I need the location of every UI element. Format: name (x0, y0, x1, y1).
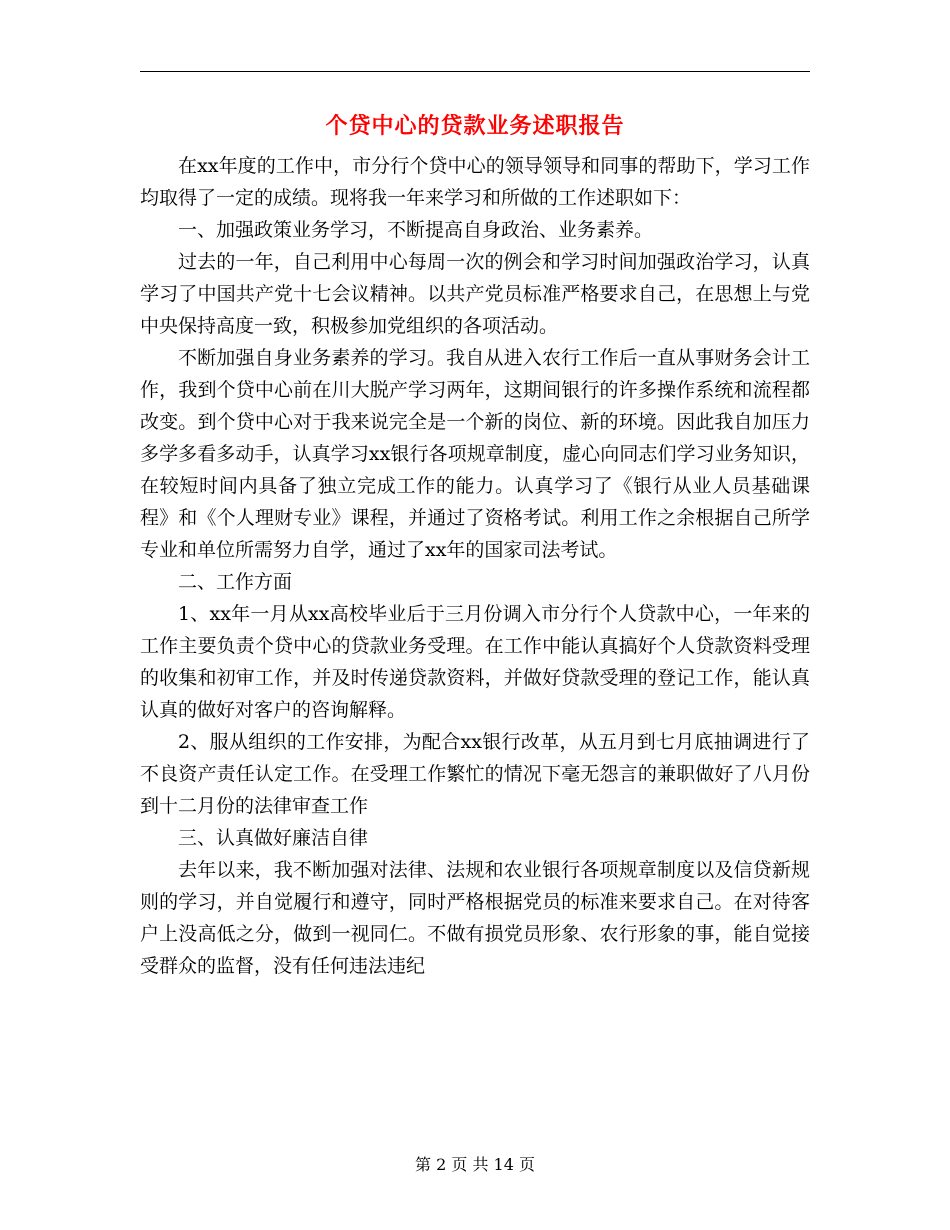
paragraph-work-2: 2、服从组织的工作安排，为配合xx银行改革，从五月到七月底抽调进行了不良资产责任认定工作。在受理工作繁忙的情况下毫无怨言的兼职做好了八月份到十二月份的法律审查工作 (140, 731, 810, 817)
paragraph-integrity: 去年以来，我不断加强对法律、法规和农业银行各项规章制度以及信贷新规则的学习，并自觉履行和遵守，同时严格根据党员的标准来要求自己。在对待客户上没高低之分，做到一视同仁。不做有损党员形象、农行形象的事，能自觉接受群众的监督，没有任何违法违纪 (140, 859, 810, 977)
section-heading-3: 三、认真做好廉洁自律 (178, 827, 369, 849)
paragraph-political-study: 过去的一年，自己利用中心每周一次的例会和学习时间加强政治学习，认真学习了中国共产党十七会议精神。以共产党员标准严格要求自己，在思想上与党中央保持高度一致，积极参加党组织的各项活动。 (140, 251, 810, 337)
document-body (140, 150, 810, 982)
header-rule (140, 71, 810, 72)
section-heading-1: 一、加强政策业务学习，不断提高自身政治、业务素养。 (178, 219, 654, 241)
page-number: 第 2 页 共 14 页 (415, 1155, 535, 1174)
page-footer (140, 1153, 810, 1177)
paragraph-professional-study: 不断加强自身业务素养的学习。我自从进入农行工作后一直从事财务会计工作，我到个贷中心前在川大脱产学习两年，这期间银行的许多操作系统和流程都改变。到个贷中心对于我来说完全是一个新的岗位、新的环境。因此我自加压力多学多看多动手，认真学习xx银行各项规章制度，虚心向同志们学习业务知识，在较短时间内具备了独立完成工作的能力。认真学习了《银行从业人员基础课程》和《个人理财专业》课程，并通过了资格考试。利用工作之余根据自己所学专业和单位所需努力自学，通过了xx年的国家司法考试。 (140, 347, 810, 561)
document-title: 个贷中心的贷款业务述职报告 (325, 113, 625, 139)
paragraph-intro: 在xx年度的工作中，市分行个贷中心的领导领导和同事的帮助下，学习工作均取得了一定的成绩。现将我一年来学习和所做的工作述职如下： (140, 155, 810, 209)
section-heading-2: 二、工作方面 (178, 571, 293, 593)
paragraph-work-1: 1、xx年一月从xx高校毕业后于三月份调入市分行个人贷款中心，一年来的工作主要负责个贷中心的贷款业务受理。在工作中能认真搞好个人贷款资料受理的收集和初审工作，并及时传递贷款资料，并做好贷款受理的登记工作，能认真认真的做好对客户的咨询解释。 (140, 603, 810, 721)
